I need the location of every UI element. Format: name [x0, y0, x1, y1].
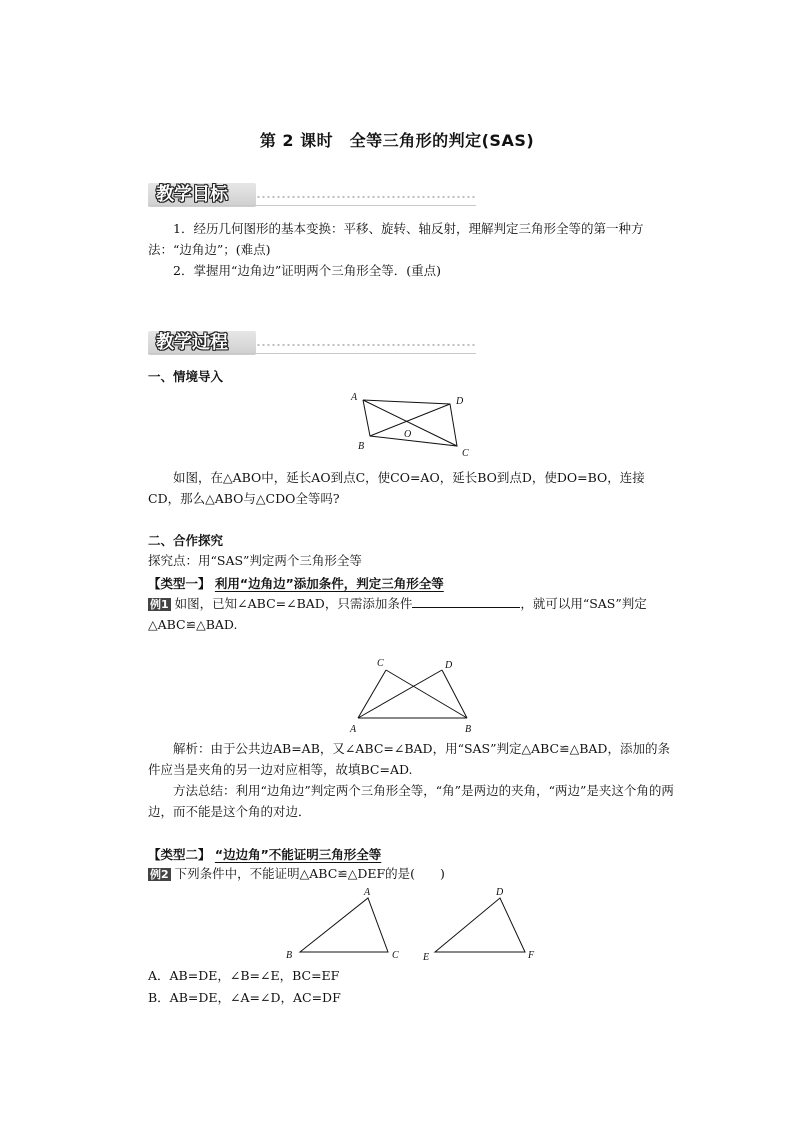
example-text-b: ，就可以用“SAS”判定△ABC≌△BAD.	[148, 596, 647, 632]
goal-item: 1．经历几何图形的基本变换：平移、旋转、轴反射，理解判定三角形全等的第一种方法：“边角边”；(难点)	[148, 221, 644, 257]
figure-two-triangles	[346, 654, 476, 738]
type-title: 利用“边角边”添加条件，判定三角形全等	[214, 576, 444, 591]
label-b: B	[358, 441, 365, 452]
label-c: C	[377, 658, 384, 669]
label-a: A	[351, 392, 358, 403]
label-o: O	[404, 429, 412, 440]
section-dots	[256, 343, 476, 347]
example1-method: 方法总结：利用“边角边”判定两个三角形全等，“角”是两边的夹角，“两边”是夹这个角的两边，而不能是这个角的对边．	[148, 783, 674, 819]
section-header-process	[148, 331, 476, 355]
intro-text: 如图，在△ABO中，延长AO到点C，使CO=AO，延长BO到点D，使DO=BO，连接CD，那么△ABO与△CDO全等吗?	[148, 470, 645, 506]
example1	[148, 593, 674, 635]
part1-heading: 一、情境导入	[148, 369, 224, 384]
example1-analysis: 解析：由于公共边AB=AB，又∠ABC=∠BAD，用“SAS”判定△ABC≌△BAD，添加的条件应当是夹角的另一边对应相等，故填BC=AD.	[148, 741, 670, 777]
explore-point: 探究点：用“SAS”判定两个三角形全等	[148, 553, 362, 568]
example2	[148, 863, 674, 884]
label-e: E	[423, 952, 430, 963]
label-f: F	[528, 950, 535, 961]
type-title: “边边角”不能证明三角形全等	[214, 847, 382, 862]
type2-heading	[148, 845, 381, 863]
label-d: D	[496, 887, 504, 898]
example-badge: 例2	[150, 868, 169, 881]
label-c: C	[392, 950, 399, 961]
type-tag: 【类型二】	[148, 847, 211, 862]
section-label: 教学过程	[156, 332, 228, 353]
line-ad	[358, 670, 442, 718]
section-dots	[256, 195, 476, 199]
section-label: 教学目标	[156, 184, 228, 205]
label-a: A	[350, 724, 357, 735]
triangle-def	[435, 898, 525, 952]
label-d: D	[456, 396, 464, 407]
type1-heading	[148, 574, 444, 592]
answer-blank	[412, 595, 520, 608]
label-c: C	[462, 448, 469, 459]
option-b: B．AB=DE，∠A=∠D，AC=DF	[148, 990, 341, 1005]
line-ac	[358, 670, 386, 718]
label-d: D	[445, 660, 453, 671]
section-rule	[148, 353, 476, 354]
figure-bowtie	[340, 386, 480, 460]
section-rule	[148, 205, 476, 206]
example-text: 下列条件中，不能证明△ABC≌△DEF的是( )	[174, 866, 445, 881]
section-header-goals	[148, 183, 476, 207]
part2-heading: 二、合作探究	[148, 533, 224, 548]
label-b: B	[465, 724, 472, 735]
figure-triangles-abc-def	[280, 882, 550, 964]
page-title: 第 2 课时 全等三角形的判定(SAS)	[259, 131, 535, 150]
label-b: B	[286, 950, 293, 961]
example-badge: 例1	[150, 598, 169, 611]
option-a: A．AB=DE，∠B=∠E，BC=EF	[148, 968, 340, 983]
example-text-a: 如图，已知∠ABC=∠BAD，只需添加条件	[174, 596, 413, 611]
goal-item: 2．掌握用“边角边”证明两个三角形全等．(重点)	[173, 263, 441, 278]
type-tag: 【类型一】	[148, 576, 211, 591]
triangle-abc	[300, 898, 388, 952]
label-a: A	[364, 887, 371, 898]
